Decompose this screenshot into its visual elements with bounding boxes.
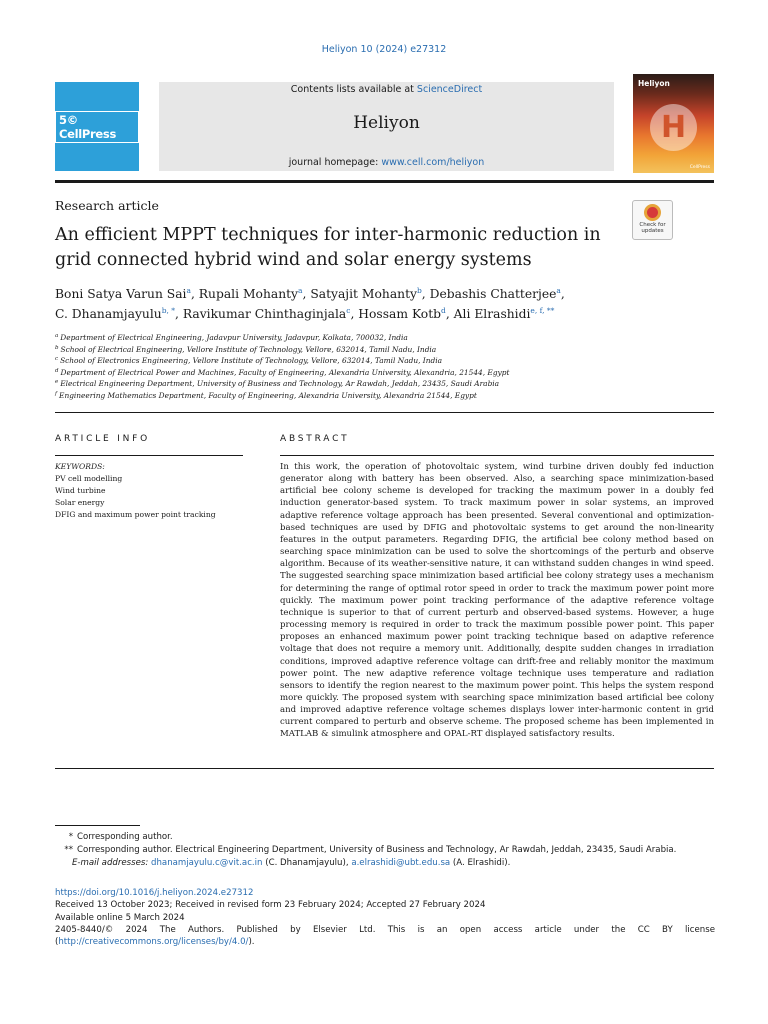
footnote-text: Corresponding author. Electrical Engineering Department, University of Business and Technology, Ar Rawdah, Jeddah, 23435, Saudi Arabia.	[77, 845, 677, 855]
author-affiliation-mark[interactable]: e, f, **	[530, 306, 555, 315]
publication-info	[55, 887, 715, 948]
doi-link[interactable]: https://doi.org/10.1016/j.heliyon.2024.e27312	[55, 888, 254, 898]
author-affiliation-mark[interactable]: b	[416, 286, 422, 295]
homepage-prefix: journal homepage:	[288, 157, 382, 168]
keywords-block	[55, 461, 245, 521]
license-paren-open: (	[55, 937, 59, 948]
sciencedirect-link[interactable]: ScienceDirect	[416, 84, 483, 95]
cellpress-logo-text: 5© CellPress	[55, 111, 139, 143]
footnote-mark: **	[64, 845, 73, 855]
keyword-item: Wind turbine	[55, 486, 106, 495]
email-label: E-mail addresses:	[72, 858, 149, 868]
affiliation-item	[55, 355, 715, 367]
email-owner: (A. Elrashidi).	[450, 858, 511, 868]
footnote-mark: *	[68, 832, 73, 842]
license-paren-close: ).	[248, 937, 255, 948]
article-type: Research article	[55, 198, 159, 213]
affiliation-list	[55, 332, 715, 402]
keyword-item: DFIG and maximum power point tracking	[55, 510, 216, 519]
journal-name: Heliyon	[353, 113, 420, 133]
footnote-emails	[55, 857, 715, 870]
abstract-heading: ABSTRACT	[280, 434, 350, 444]
homepage-line	[159, 157, 614, 168]
affiliation-key: b	[55, 344, 59, 351]
affiliation-text: School of Electronics Engineering, Vellore Institute of Technology, Vellore, 632014, Tamil Nadu, India	[60, 356, 442, 366]
affiliation-text: Electrical Engineering Department, University of Business and Technology, Ar Rawdah, Jeddah, 23435, Saudi Arabia	[60, 379, 500, 389]
author-affiliation-mark[interactable]: d	[441, 306, 446, 315]
cellpress-logo	[55, 82, 139, 171]
check-updates-icon	[644, 204, 661, 221]
footnote-text: Corresponding author.	[77, 832, 173, 842]
affiliation-key: d	[55, 367, 59, 374]
check-updates-label: Check for updates	[639, 222, 666, 234]
author-list: Boni Satya Varun Sai$^a$, Rupali Mohanty$^a$, Satyajit Mohanty$^b$, Debashis Chatterjee$^a$, C. Dhanamjayulu$^{b, *}$, Ravikumar Chinthaginjala$^c$, Hossam Kotb$^d$, Ali Elrashidi$^{e, f, **}$	[55, 286, 565, 321]
cover-title: Heliyon	[638, 79, 670, 88]
journal-cover-image[interactable]	[633, 74, 714, 173]
history-dates: Received 13 October 2023; Received in revised form 23 February 2024; Accepted 27 February 2024	[55, 900, 486, 911]
author-name[interactable]: Boni Satya Varun Sai	[55, 287, 187, 301]
journal-homepage-link[interactable]: www.cell.com/heliyon	[381, 157, 485, 168]
author-affiliation-mark[interactable]: b, *	[161, 306, 176, 315]
email-owner: (C. Dhanamjayulu),	[262, 858, 352, 868]
contents-line	[159, 84, 614, 95]
affiliation-text: Department of Electrical Engineering, Jadavpur University, Jadavpur, Kolkata, 700032, India	[60, 333, 408, 342]
footnotes	[55, 831, 715, 870]
article-info-heading: ARTICLE INFO	[55, 434, 151, 444]
email-link-dhanamjayulu[interactable]: dhanamjayulu.c@vit.ac.in	[151, 858, 263, 868]
affiliation-item	[55, 367, 715, 379]
affiliation-text: Engineering Mathematics Department, Faculty of Engineering, Alexandria University, Alexandria 21544, Egypt	[59, 390, 477, 400]
affiliation-key: c	[55, 356, 59, 363]
affiliation-item	[55, 390, 715, 402]
affiliation-text: Department of Electrical Power and Machines, Faculty of Engineering, Alexandria University, Alexandria, 21544, Egypt	[60, 367, 510, 377]
affiliation-item	[55, 344, 715, 356]
journal-banner	[159, 82, 614, 171]
license-url-line	[55, 936, 715, 948]
check-for-updates-button[interactable]	[632, 200, 673, 240]
author-affiliation-mark[interactable]: a	[186, 286, 191, 295]
affiliation-key: a	[55, 333, 59, 339]
available-online: Available online 5 March 2024	[55, 912, 185, 923]
affiliations-divider	[55, 412, 714, 413]
article-info-divider	[55, 455, 243, 456]
affiliation-item	[55, 378, 715, 390]
footnote-corresponding-2	[55, 844, 715, 857]
affiliation-item	[55, 332, 715, 344]
contents-prefix: Contents lists available at	[290, 84, 417, 95]
affiliation-key: f	[55, 390, 58, 397]
author-name[interactable]: Hossam Kotb	[358, 307, 442, 321]
cover-footer: CellPress	[689, 165, 710, 170]
email-link-elrashidi[interactable]: a.elrashidi@ubt.edu.sa	[351, 858, 451, 868]
author-affiliation-mark[interactable]: a	[298, 286, 303, 295]
article-title: An efficient MPPT techniques for inter-harmonic reduction in grid connected hybrid wind and solar energy systems	[55, 225, 601, 270]
footnote-divider	[55, 825, 140, 826]
author-affiliation-mark[interactable]: a	[556, 286, 561, 295]
author-name[interactable]: Rupali Mohanty	[198, 287, 299, 301]
license-link[interactable]: http://creativecommons.org/licenses/by/4.0/	[58, 937, 249, 948]
author-name[interactable]: Ravikumar Chinthaginjala	[182, 307, 347, 321]
author-name[interactable]: Satyajit Mohanty	[310, 287, 417, 301]
keyword-item: Solar energy	[55, 498, 105, 507]
abstract-text: In this work, the operation of photovoltaic system, wind turbine driven doubly fed induction generator along with battery has been observed. Also, a searching space minimization-based artificial bee colony scheme is developed for tracking the maximum power in a doubly fed induction generator-based system. To track maximum power in solar systems, an improved adaptive reference voltage approach has been presented. Several conventional and optimization-based techniques are used by DFIG and photovoltaic systems to get around the non-linearity features in the output parameters. Regarding DFIG, the artificial bee colony method based on searching space minimization can be used to solve the shortcomings of the perturb and observe algorithm. Because of its weather-sensitive nature, it can withstand sudden changes in wind speed. The suggested searching space minimization based artificial bee colony strategy uses a mechanism for determining the range of optimal rotor speed in order to track the maximum power point more quickly. The maximum power point tracking performance of the adaptive reference voltage technique is superior to that of current perturb and observed-based systems. However, a huge processing memory is required in order to track the maximum possible power point. This paper proposes an enhanced maximum power point tracking technique based on adaptive reference voltage that does not require a memory unit. Additionally, despite sudden changes in irradiation conditions, improved adaptive reference voltage can drift-free and reliably monitor the maximum power point. The new adaptive reference voltage technique uses temperature and radiation sensors to identify the region nearest to the maximum power point. This helps the system respond more quickly. The proposed system with searching space minimization based artificial bee colony and improved adaptive reference voltage schemes displays lower inter-harmonic content in grid current compared to perturb and observe scheme. The proposed scheme has been implemented in MATLAB & simulink atmosphere and OPAL-RT displayed satisfactory results.	[280, 462, 714, 740]
author-name[interactable]: C. Dhanamjayulu	[55, 307, 162, 321]
cover-logo-mark: H	[650, 104, 697, 151]
author-affiliation-mark[interactable]: c	[346, 306, 351, 315]
keywords-heading: KEYWORDS:	[55, 462, 105, 471]
license-line: 2405-8440/© 2024 The Authors. Published by Elsevier Ltd. This is an open access article under the CC BY license	[55, 924, 715, 935]
abstract-end-divider	[55, 768, 714, 769]
affiliation-key: e	[55, 379, 59, 386]
header-divider	[55, 180, 714, 183]
author-name[interactable]: Debashis Chatterjee	[429, 287, 557, 301]
abstract-divider	[280, 455, 714, 456]
affiliation-text: School of Electrical Engineering, Vellore Institute of Technology, Vellore, 632014, Tamil Nadu, India	[60, 344, 437, 354]
footnote-corresponding-1	[55, 831, 715, 844]
running-head[interactable]: Heliyon 10 (2024) e27312	[321, 44, 447, 55]
keyword-item: PV cell modelling	[55, 474, 123, 483]
author-name[interactable]: Ali Elrashidi	[453, 307, 531, 321]
